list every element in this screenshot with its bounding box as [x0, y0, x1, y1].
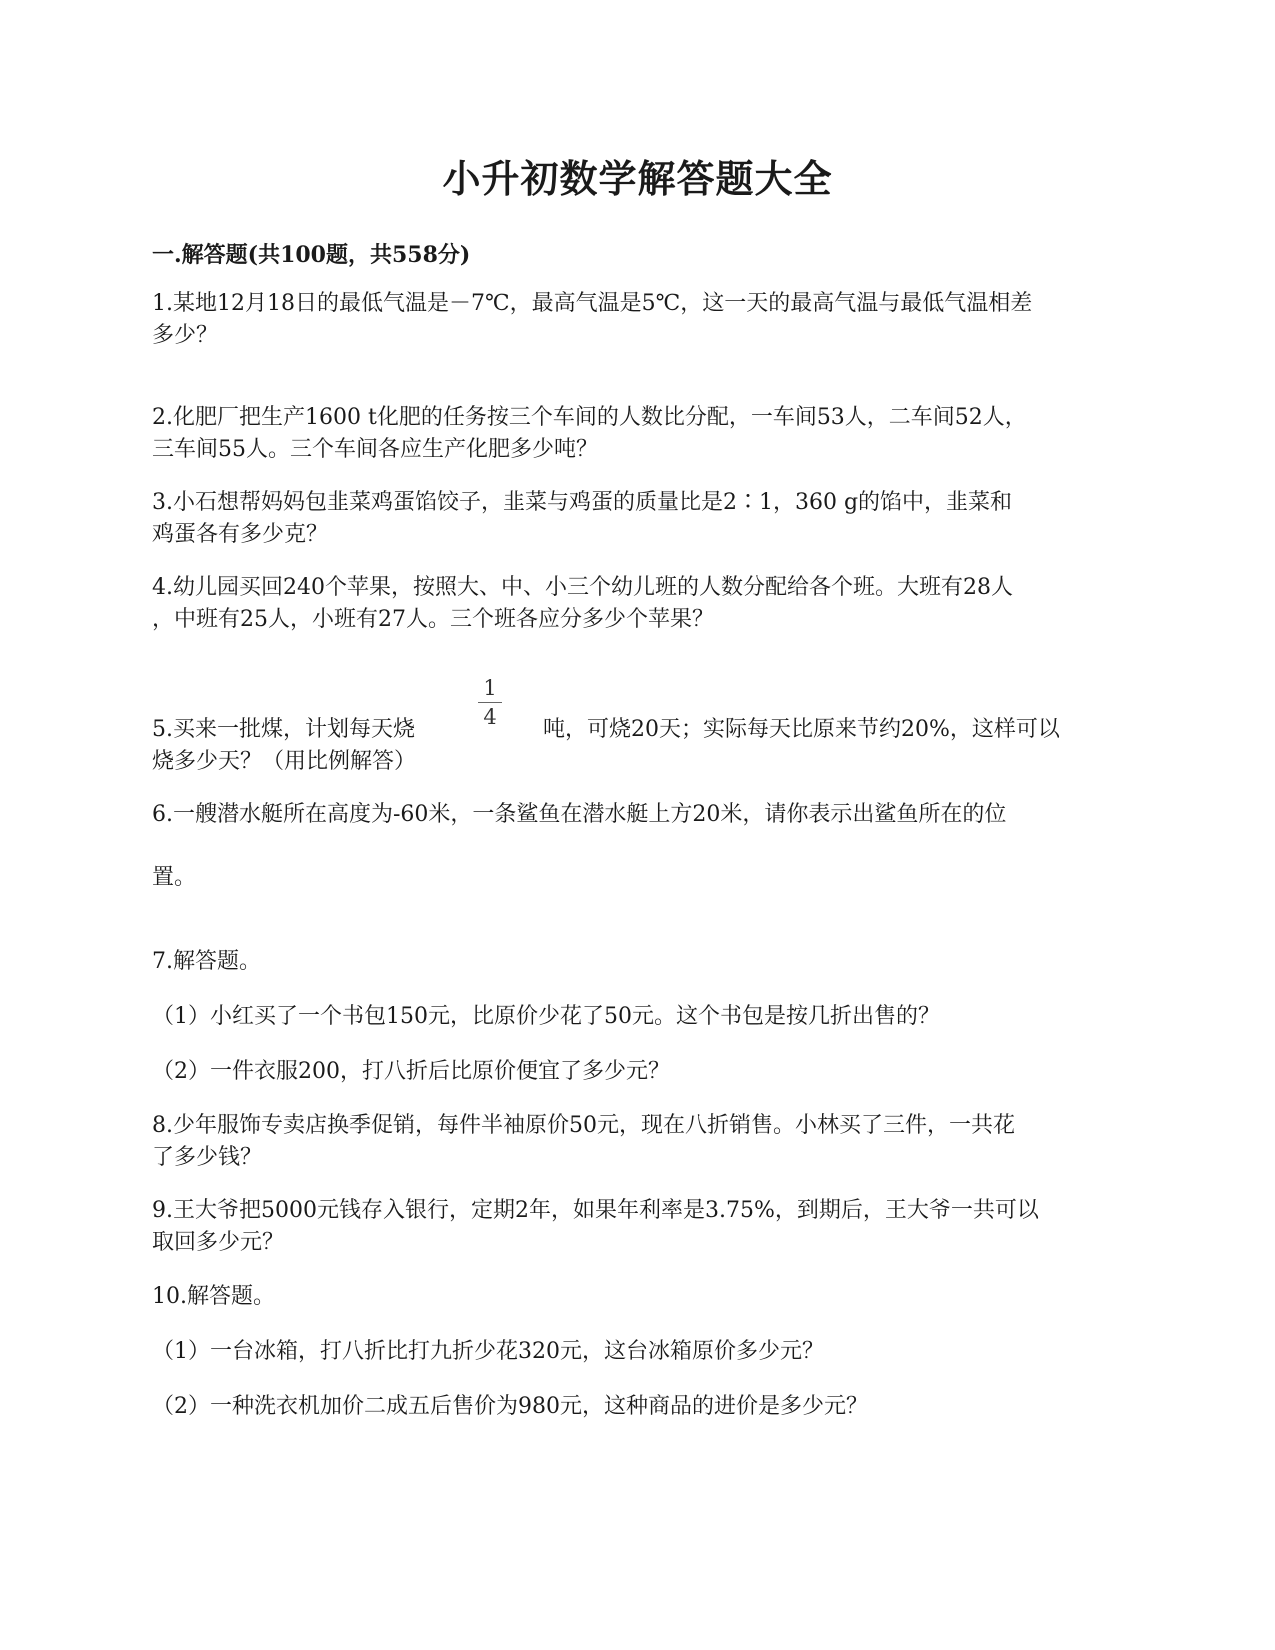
question-9-line-2: 取回多少元？: [152, 1230, 285, 1255]
question-10-sub-2: （2）一种洗衣机加价二成五后售价为980元，这种商品的进价是多少元？: [152, 1394, 868, 1419]
question-9-line-1: 9.王大爷把5000元钱存入银行，定期2年，如果年利率是3.75%，到期后，王大爷一共可以: [152, 1198, 1039, 1223]
fraction-denominator: 4: [483, 705, 497, 729]
question-4-line-1: 4.幼儿园买回240个苹果，按照大、中、小三个幼儿班的人数分配给各个班。大班有28人: [152, 575, 1013, 600]
page-title: 小升初数学解答题大全: [442, 156, 833, 201]
question-2-line-1: 2.化肥厂把生产1600 t化肥的任务按三个车间的人数比分配，一车间53人，二车间52人，: [152, 405, 1027, 430]
question-6-line-2: 置。: [152, 865, 197, 890]
question-6-line-1: 6.一艘潜水艇所在高度为-60米，一条鲨鱼在潜水艇上方20米，请你表示出鲨鱼所在的位: [152, 802, 1007, 827]
question-1-line-2: 多少？: [152, 323, 219, 348]
section-heading: 一.解答题(共100题，共558分): [152, 242, 471, 268]
question-3-line-1: 3.小石想帮妈妈包韭菜鸡蛋馅饺子，韭菜与鸡蛋的质量比是2∶1，360 g的馅中，韭菜和: [152, 490, 1013, 515]
question-7-sub-1: （1）小红买了一个书包150元，比原价少花了50元。这个书包是按几折出售的？: [152, 1004, 940, 1029]
question-2-line-2: 三车间55人。三个车间各应生产化肥多少吨？: [152, 437, 598, 462]
question-8-line-2: 了多少钱？: [152, 1145, 263, 1170]
question-8-line-1: 8.少年服饰专卖店换季促销，每件半袖原价50元，现在八折销售。小林买了三件，一共花: [152, 1113, 1015, 1138]
question-10-heading: 10.解答题。: [152, 1284, 275, 1309]
question-1-line-1: 1.某地12月18日的最低气温是－7℃，最高气温是5℃，这一天的最高气温与最低气温相差: [152, 291, 1033, 316]
question-3-line-2: 鸡蛋各有多少克？: [152, 522, 329, 547]
question-5-line-2: 烧多少天？（用比例解答）: [152, 749, 417, 774]
question-5-line-1-part-1: 5.买来一批煤，计划每天烧: [152, 717, 415, 742]
question-7-heading: 7.解答题。: [152, 949, 261, 974]
question-5-line-1-part-2: 吨，可烧20天；实际每天比原来节约20%，这样可以: [543, 717, 1060, 742]
question-10-sub-1: （1）一台冰箱，打八折比打九折少花320元，这台冰箱原价多少元？: [152, 1339, 824, 1364]
question-7-sub-2: （2）一件衣服200，打八折后比原价便宜了多少元？: [152, 1059, 670, 1084]
fraction-one-quarter: [478, 676, 502, 729]
question-4-line-2: ，中班有25人，小班有27人。三个班各应分多少个苹果？: [152, 607, 714, 632]
fraction-bar: [478, 702, 502, 703]
fraction-numerator: 1: [483, 676, 497, 700]
